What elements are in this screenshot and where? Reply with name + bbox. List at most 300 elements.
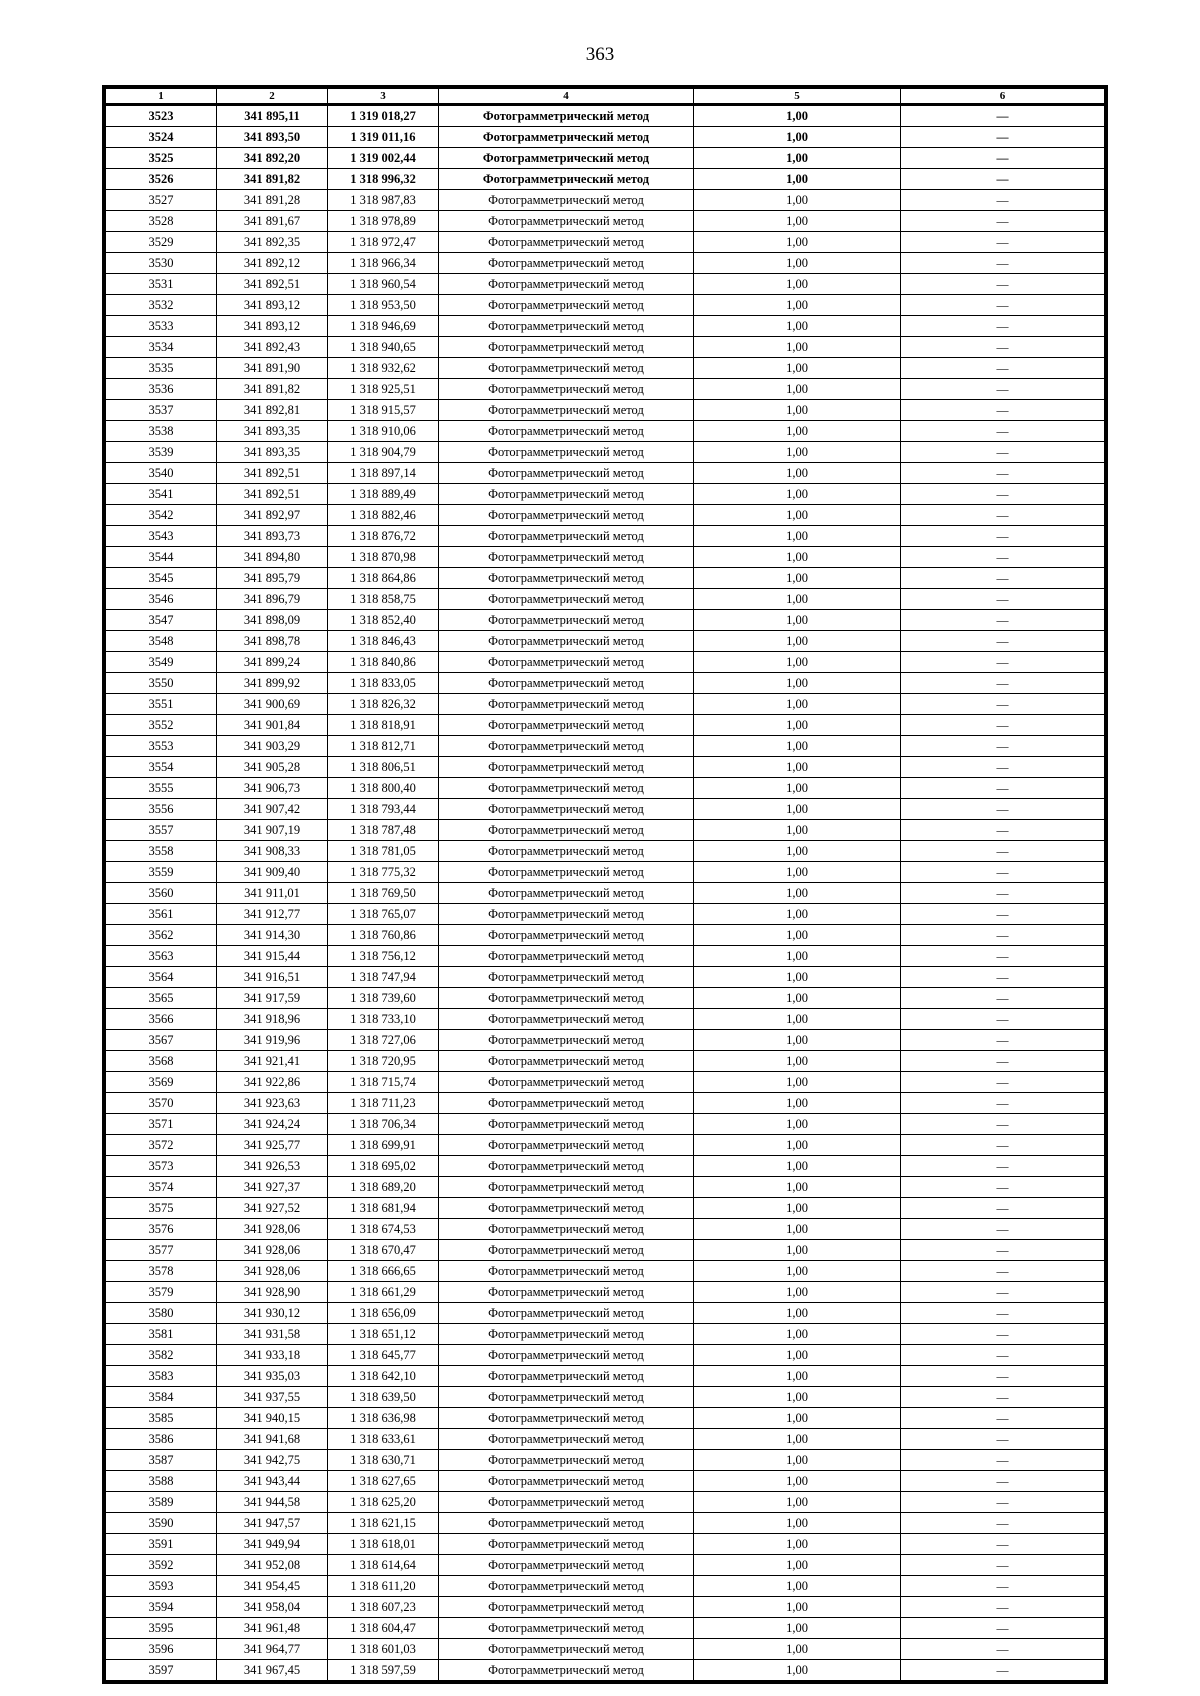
method-cell: Фотограмметрический метод — [439, 1345, 694, 1366]
note-cell: — — [901, 1282, 1106, 1303]
table-row — [106, 946, 1106, 967]
accuracy-cell: 1,00 — [694, 1156, 901, 1177]
table-row — [106, 1072, 1106, 1093]
note-cell: — — [901, 127, 1106, 148]
accuracy-cell: 1,00 — [694, 1135, 901, 1156]
point-number-cell: 3575 — [106, 1198, 217, 1219]
table-row — [106, 1135, 1106, 1156]
table-row — [106, 211, 1106, 232]
note-cell: — — [901, 253, 1106, 274]
y-coordinate-cell: 1 318 889,49 — [328, 484, 439, 505]
x-coordinate-cell: 341 958,04 — [217, 1597, 328, 1618]
note-cell: — — [901, 358, 1106, 379]
table-row — [106, 1492, 1106, 1513]
point-number-cell: 3551 — [106, 694, 217, 715]
point-number-cell: 3574 — [106, 1177, 217, 1198]
method-cell: Фотограмметрический метод — [439, 1303, 694, 1324]
point-number-cell: 3539 — [106, 442, 217, 463]
accuracy-cell: 1,00 — [694, 1009, 901, 1030]
x-coordinate-cell: 341 907,42 — [217, 799, 328, 820]
y-coordinate-cell: 1 318 614,64 — [328, 1555, 439, 1576]
point-number-cell: 3555 — [106, 778, 217, 799]
y-coordinate-cell: 1 318 642,10 — [328, 1366, 439, 1387]
point-number-cell: 3570 — [106, 1093, 217, 1114]
table-row — [106, 358, 1106, 379]
note-cell: — — [901, 484, 1106, 505]
point-number-cell: 3529 — [106, 232, 217, 253]
method-cell: Фотограмметрический метод — [439, 105, 694, 127]
method-cell: Фотограмметрический метод — [439, 1450, 694, 1471]
accuracy-cell: 1,00 — [694, 1093, 901, 1114]
y-coordinate-cell: 1 318 656,09 — [328, 1303, 439, 1324]
y-coordinate-cell: 1 318 800,40 — [328, 778, 439, 799]
method-cell: Фотограмметрический метод — [439, 505, 694, 526]
y-coordinate-cell: 1 319 002,44 — [328, 148, 439, 169]
point-number-cell: 3548 — [106, 631, 217, 652]
x-coordinate-cell: 341 912,77 — [217, 904, 328, 925]
column-header-5: 5 — [694, 89, 901, 105]
point-number-cell: 3571 — [106, 1114, 217, 1135]
accuracy-cell: 1,00 — [694, 694, 901, 715]
point-number-cell: 3545 — [106, 568, 217, 589]
accuracy-cell: 1,00 — [694, 820, 901, 841]
accuracy-cell: 1,00 — [694, 1261, 901, 1282]
point-number-cell: 3579 — [106, 1282, 217, 1303]
accuracy-cell: 1,00 — [694, 1345, 901, 1366]
table-row — [106, 1387, 1106, 1408]
point-number-cell: 3581 — [106, 1324, 217, 1345]
method-cell: Фотограмметрический метод — [439, 1387, 694, 1408]
table-row — [106, 1471, 1106, 1492]
point-number-cell: 3585 — [106, 1408, 217, 1429]
y-coordinate-cell: 1 318 946,69 — [328, 316, 439, 337]
accuracy-cell: 1,00 — [694, 778, 901, 799]
note-cell: — — [901, 316, 1106, 337]
x-coordinate-cell: 341 892,35 — [217, 232, 328, 253]
x-coordinate-cell: 341 900,69 — [217, 694, 328, 715]
method-cell: Фотограмметрический метод — [439, 253, 694, 274]
table-row — [106, 715, 1106, 736]
y-coordinate-cell: 1 318 910,06 — [328, 421, 439, 442]
point-number-cell: 3530 — [106, 253, 217, 274]
note-cell: — — [901, 757, 1106, 778]
x-coordinate-cell: 341 892,51 — [217, 463, 328, 484]
y-coordinate-cell: 1 318 597,59 — [328, 1660, 439, 1681]
accuracy-cell: 1,00 — [694, 358, 901, 379]
accuracy-cell: 1,00 — [694, 421, 901, 442]
accuracy-cell: 1,00 — [694, 1618, 901, 1639]
point-number-cell: 3563 — [106, 946, 217, 967]
accuracy-cell: 1,00 — [694, 1030, 901, 1051]
x-coordinate-cell: 341 895,79 — [217, 568, 328, 589]
column-header-2: 2 — [217, 89, 328, 105]
accuracy-cell: 1,00 — [694, 190, 901, 211]
method-cell: Фотограмметрический метод — [439, 883, 694, 904]
y-coordinate-cell: 1 318 812,71 — [328, 736, 439, 757]
method-cell: Фотограмметрический метод — [439, 736, 694, 757]
method-cell: Фотограмметрический метод — [439, 400, 694, 421]
point-number-cell: 3577 — [106, 1240, 217, 1261]
x-coordinate-cell: 341 909,40 — [217, 862, 328, 883]
note-cell: — — [901, 1177, 1106, 1198]
method-cell: Фотограмметрический метод — [439, 127, 694, 148]
x-coordinate-cell: 341 899,92 — [217, 673, 328, 694]
x-coordinate-cell: 341 924,24 — [217, 1114, 328, 1135]
x-coordinate-cell: 341 892,43 — [217, 337, 328, 358]
y-coordinate-cell: 1 318 739,60 — [328, 988, 439, 1009]
accuracy-cell: 1,00 — [694, 1471, 901, 1492]
y-coordinate-cell: 1 318 681,94 — [328, 1198, 439, 1219]
y-coordinate-cell: 1 318 639,50 — [328, 1387, 439, 1408]
table-row — [106, 610, 1106, 631]
y-coordinate-cell: 1 318 733,10 — [328, 1009, 439, 1030]
method-cell: Фотограмметрический метод — [439, 778, 694, 799]
table-row — [106, 295, 1106, 316]
method-cell: Фотограмметрический метод — [439, 925, 694, 946]
point-number-cell: 3590 — [106, 1513, 217, 1534]
x-coordinate-cell: 341 892,81 — [217, 400, 328, 421]
y-coordinate-cell: 1 318 715,74 — [328, 1072, 439, 1093]
accuracy-cell: 1,00 — [694, 589, 901, 610]
x-coordinate-cell: 341 928,90 — [217, 1282, 328, 1303]
accuracy-cell: 1,00 — [694, 1072, 901, 1093]
accuracy-cell: 1,00 — [694, 1513, 901, 1534]
note-cell: — — [901, 778, 1106, 799]
y-coordinate-cell: 1 318 627,65 — [328, 1471, 439, 1492]
accuracy-cell: 1,00 — [694, 1387, 901, 1408]
note-cell: — — [901, 211, 1106, 232]
y-coordinate-cell: 1 318 978,89 — [328, 211, 439, 232]
x-coordinate-cell: 341 915,44 — [217, 946, 328, 967]
x-coordinate-cell: 341 919,96 — [217, 1030, 328, 1051]
point-number-cell: 3596 — [106, 1639, 217, 1660]
y-coordinate-cell: 1 318 625,20 — [328, 1492, 439, 1513]
note-cell: — — [901, 169, 1106, 190]
note-cell: — — [901, 631, 1106, 652]
table-row — [106, 442, 1106, 463]
accuracy-cell: 1,00 — [694, 1555, 901, 1576]
column-header-3: 3 — [328, 89, 439, 105]
point-number-cell: 3587 — [106, 1450, 217, 1471]
method-cell: Фотограмметрический метод — [439, 295, 694, 316]
method-cell: Фотограмметрический метод — [439, 1639, 694, 1660]
table-row — [106, 127, 1106, 148]
x-coordinate-cell: 341 961,48 — [217, 1618, 328, 1639]
point-number-cell: 3588 — [106, 1471, 217, 1492]
note-cell: — — [901, 673, 1106, 694]
method-cell: Фотограмметрический метод — [439, 1324, 694, 1345]
y-coordinate-cell: 1 318 781,05 — [328, 841, 439, 862]
method-cell: Фотограмметрический метод — [439, 421, 694, 442]
method-cell: Фотограмметрический метод — [439, 484, 694, 505]
point-number-cell: 3557 — [106, 820, 217, 841]
x-coordinate-cell: 341 923,63 — [217, 1093, 328, 1114]
point-number-cell: 3565 — [106, 988, 217, 1009]
y-coordinate-cell: 1 319 011,16 — [328, 127, 439, 148]
x-coordinate-cell: 341 967,45 — [217, 1660, 328, 1681]
point-number-cell: 3534 — [106, 337, 217, 358]
accuracy-cell: 1,00 — [694, 1324, 901, 1345]
method-cell: Фотограмметрический метод — [439, 442, 694, 463]
method-cell: Фотограмметрический метод — [439, 1114, 694, 1135]
y-coordinate-cell: 1 318 864,86 — [328, 568, 439, 589]
accuracy-cell: 1,00 — [694, 988, 901, 1009]
accuracy-cell: 1,00 — [694, 652, 901, 673]
accuracy-cell: 1,00 — [694, 148, 901, 169]
point-number-cell: 3569 — [106, 1072, 217, 1093]
point-number-cell: 3562 — [106, 925, 217, 946]
x-coordinate-cell: 341 925,77 — [217, 1135, 328, 1156]
method-cell: Фотограмметрический метод — [439, 232, 694, 253]
x-coordinate-cell: 341 894,80 — [217, 547, 328, 568]
method-cell: Фотограмметрический метод — [439, 526, 694, 547]
note-cell: — — [901, 526, 1106, 547]
point-number-cell: 3561 — [106, 904, 217, 925]
point-number-cell: 3547 — [106, 610, 217, 631]
method-cell: Фотограмметрический метод — [439, 169, 694, 190]
y-coordinate-cell: 1 318 695,02 — [328, 1156, 439, 1177]
method-cell: Фотограмметрический метод — [439, 1156, 694, 1177]
y-coordinate-cell: 1 318 940,65 — [328, 337, 439, 358]
table-row — [106, 232, 1106, 253]
accuracy-cell: 1,00 — [694, 211, 901, 232]
x-coordinate-cell: 341 943,44 — [217, 1471, 328, 1492]
accuracy-cell: 1,00 — [694, 505, 901, 526]
y-coordinate-cell: 1 318 674,53 — [328, 1219, 439, 1240]
y-coordinate-cell: 1 318 611,20 — [328, 1576, 439, 1597]
point-number-cell: 3567 — [106, 1030, 217, 1051]
y-coordinate-cell: 1 318 852,40 — [328, 610, 439, 631]
table-row — [106, 1030, 1106, 1051]
y-coordinate-cell: 1 318 633,61 — [328, 1429, 439, 1450]
table-row — [106, 883, 1106, 904]
method-cell: Фотограмметрический метод — [439, 757, 694, 778]
note-cell: — — [901, 589, 1106, 610]
point-number-cell: 3572 — [106, 1135, 217, 1156]
method-cell: Фотограмметрический метод — [439, 1408, 694, 1429]
table-row — [106, 148, 1106, 169]
point-number-cell: 3558 — [106, 841, 217, 862]
method-cell: Фотограмметрический метод — [439, 1618, 694, 1639]
method-cell: Фотограмметрический метод — [439, 337, 694, 358]
accuracy-cell: 1,00 — [694, 127, 901, 148]
table-row — [106, 1198, 1106, 1219]
note-cell: — — [901, 862, 1106, 883]
note-cell: — — [901, 1471, 1106, 1492]
point-number-cell: 3524 — [106, 127, 217, 148]
x-coordinate-cell: 341 906,73 — [217, 778, 328, 799]
table-row — [106, 1555, 1106, 1576]
point-number-cell: 3595 — [106, 1618, 217, 1639]
accuracy-cell: 1,00 — [694, 337, 901, 358]
note-cell: — — [901, 421, 1106, 442]
note-cell: — — [901, 820, 1106, 841]
note-cell: — — [901, 442, 1106, 463]
accuracy-cell: 1,00 — [694, 105, 901, 127]
method-cell: Фотограмметрический метод — [439, 820, 694, 841]
table-row — [106, 1177, 1106, 1198]
note-cell: — — [901, 925, 1106, 946]
table-row — [106, 1513, 1106, 1534]
x-coordinate-cell: 341 941,68 — [217, 1429, 328, 1450]
x-coordinate-cell: 341 898,09 — [217, 610, 328, 631]
note-cell: — — [901, 105, 1106, 127]
y-coordinate-cell: 1 318 925,51 — [328, 379, 439, 400]
table-header-row — [106, 89, 1106, 105]
y-coordinate-cell: 1 318 607,23 — [328, 1597, 439, 1618]
x-coordinate-cell: 341 940,15 — [217, 1408, 328, 1429]
table-row — [106, 904, 1106, 925]
point-number-cell: 3550 — [106, 673, 217, 694]
method-cell: Фотограмметрический метод — [439, 547, 694, 568]
y-coordinate-cell: 1 318 636,98 — [328, 1408, 439, 1429]
note-cell: — — [901, 148, 1106, 169]
method-cell: Фотограмметрический метод — [439, 1282, 694, 1303]
y-coordinate-cell: 1 318 833,05 — [328, 673, 439, 694]
accuracy-cell: 1,00 — [694, 463, 901, 484]
y-coordinate-cell: 1 318 618,01 — [328, 1534, 439, 1555]
accuracy-cell: 1,00 — [694, 673, 901, 694]
method-cell: Фотограмметрический метод — [439, 1240, 694, 1261]
note-cell: — — [901, 295, 1106, 316]
accuracy-cell: 1,00 — [694, 1597, 901, 1618]
accuracy-cell: 1,00 — [694, 631, 901, 652]
note-cell: — — [901, 463, 1106, 484]
point-number-cell: 3523 — [106, 105, 217, 127]
accuracy-cell: 1,00 — [694, 1450, 901, 1471]
accuracy-cell: 1,00 — [694, 1198, 901, 1219]
method-cell: Фотограмметрический метод — [439, 1261, 694, 1282]
point-number-cell: 3593 — [106, 1576, 217, 1597]
x-coordinate-cell: 341 926,53 — [217, 1156, 328, 1177]
table-row — [106, 1450, 1106, 1471]
x-coordinate-cell: 341 928,06 — [217, 1261, 328, 1282]
accuracy-cell: 1,00 — [694, 1219, 901, 1240]
x-coordinate-cell: 341 891,82 — [217, 379, 328, 400]
method-cell: Фотограмметрический метод — [439, 610, 694, 631]
point-number-cell: 3578 — [106, 1261, 217, 1282]
accuracy-cell: 1,00 — [694, 1534, 901, 1555]
method-cell: Фотограмметрический метод — [439, 631, 694, 652]
x-coordinate-cell: 341 931,58 — [217, 1324, 328, 1345]
table-row — [106, 568, 1106, 589]
x-coordinate-cell: 341 892,51 — [217, 274, 328, 295]
table-row — [106, 1009, 1106, 1030]
note-cell: — — [901, 841, 1106, 862]
table-row — [106, 169, 1106, 190]
method-cell: Фотограмметрический метод — [439, 274, 694, 295]
accuracy-cell: 1,00 — [694, 841, 901, 862]
accuracy-cell: 1,00 — [694, 526, 901, 547]
note-cell: — — [901, 1513, 1106, 1534]
table-row — [106, 1219, 1106, 1240]
x-coordinate-cell: 341 949,94 — [217, 1534, 328, 1555]
accuracy-cell: 1,00 — [694, 1240, 901, 1261]
point-number-cell: 3583 — [106, 1366, 217, 1387]
note-cell: — — [901, 1534, 1106, 1555]
table-row — [106, 1051, 1106, 1072]
accuracy-cell: 1,00 — [694, 1492, 901, 1513]
accuracy-cell: 1,00 — [694, 736, 901, 757]
note-cell: — — [901, 1114, 1106, 1135]
method-cell: Фотограмметрический метод — [439, 589, 694, 610]
y-coordinate-cell: 1 318 651,12 — [328, 1324, 439, 1345]
note-cell: — — [901, 1660, 1106, 1681]
point-number-cell: 3560 — [106, 883, 217, 904]
x-coordinate-cell: 341 921,41 — [217, 1051, 328, 1072]
x-coordinate-cell: 341 935,03 — [217, 1366, 328, 1387]
x-coordinate-cell: 341 895,11 — [217, 105, 328, 127]
accuracy-cell: 1,00 — [694, 400, 901, 421]
note-cell: — — [901, 1072, 1106, 1093]
point-number-cell: 3594 — [106, 1597, 217, 1618]
y-coordinate-cell: 1 318 775,32 — [328, 862, 439, 883]
method-cell: Фотограмметрический метод — [439, 358, 694, 379]
table-row — [106, 379, 1106, 400]
y-coordinate-cell: 1 318 966,34 — [328, 253, 439, 274]
y-coordinate-cell: 1 318 670,47 — [328, 1240, 439, 1261]
accuracy-cell: 1,00 — [694, 568, 901, 589]
method-cell: Фотограмметрический метод — [439, 652, 694, 673]
method-cell: Фотограмметрический метод — [439, 148, 694, 169]
accuracy-cell: 1,00 — [694, 1660, 901, 1681]
table-row — [106, 631, 1106, 652]
x-coordinate-cell: 341 893,35 — [217, 421, 328, 442]
y-coordinate-cell: 1 318 621,15 — [328, 1513, 439, 1534]
note-cell: — — [901, 1030, 1106, 1051]
note-cell: — — [901, 505, 1106, 526]
point-number-cell: 3580 — [106, 1303, 217, 1324]
accuracy-cell: 1,00 — [694, 862, 901, 883]
y-coordinate-cell: 1 318 915,57 — [328, 400, 439, 421]
x-coordinate-cell: 341 927,37 — [217, 1177, 328, 1198]
y-coordinate-cell: 1 318 604,47 — [328, 1618, 439, 1639]
x-coordinate-cell: 341 928,06 — [217, 1240, 328, 1261]
method-cell: Фотограмметрический метод — [439, 1030, 694, 1051]
note-cell: — — [901, 946, 1106, 967]
x-coordinate-cell: 341 944,58 — [217, 1492, 328, 1513]
method-cell: Фотограмметрический метод — [439, 967, 694, 988]
note-cell: — — [901, 379, 1106, 400]
method-cell: Фотограмметрический метод — [439, 1051, 694, 1072]
x-coordinate-cell: 341 893,73 — [217, 526, 328, 547]
table-row — [106, 1660, 1106, 1681]
method-cell: Фотограмметрический метод — [439, 841, 694, 862]
note-cell: — — [901, 1492, 1106, 1513]
point-number-cell: 3556 — [106, 799, 217, 820]
x-coordinate-cell: 341 964,77 — [217, 1639, 328, 1660]
note-cell: — — [901, 652, 1106, 673]
method-cell: Фотограмметрический метод — [439, 1072, 694, 1093]
x-coordinate-cell: 341 893,35 — [217, 442, 328, 463]
y-coordinate-cell: 1 319 018,27 — [328, 105, 439, 127]
accuracy-cell: 1,00 — [694, 925, 901, 946]
note-cell: — — [901, 904, 1106, 925]
accuracy-cell: 1,00 — [694, 946, 901, 967]
x-coordinate-cell: 341 893,12 — [217, 316, 328, 337]
table-row — [106, 757, 1106, 778]
accuracy-cell: 1,00 — [694, 442, 901, 463]
note-cell: — — [901, 967, 1106, 988]
note-cell: — — [901, 1261, 1106, 1282]
y-coordinate-cell: 1 318 645,77 — [328, 1345, 439, 1366]
table-row — [106, 1618, 1106, 1639]
point-number-cell: 3564 — [106, 967, 217, 988]
table-row — [106, 652, 1106, 673]
note-cell: — — [901, 1639, 1106, 1660]
x-coordinate-cell: 341 914,30 — [217, 925, 328, 946]
method-cell: Фотограмметрический метод — [439, 1219, 694, 1240]
